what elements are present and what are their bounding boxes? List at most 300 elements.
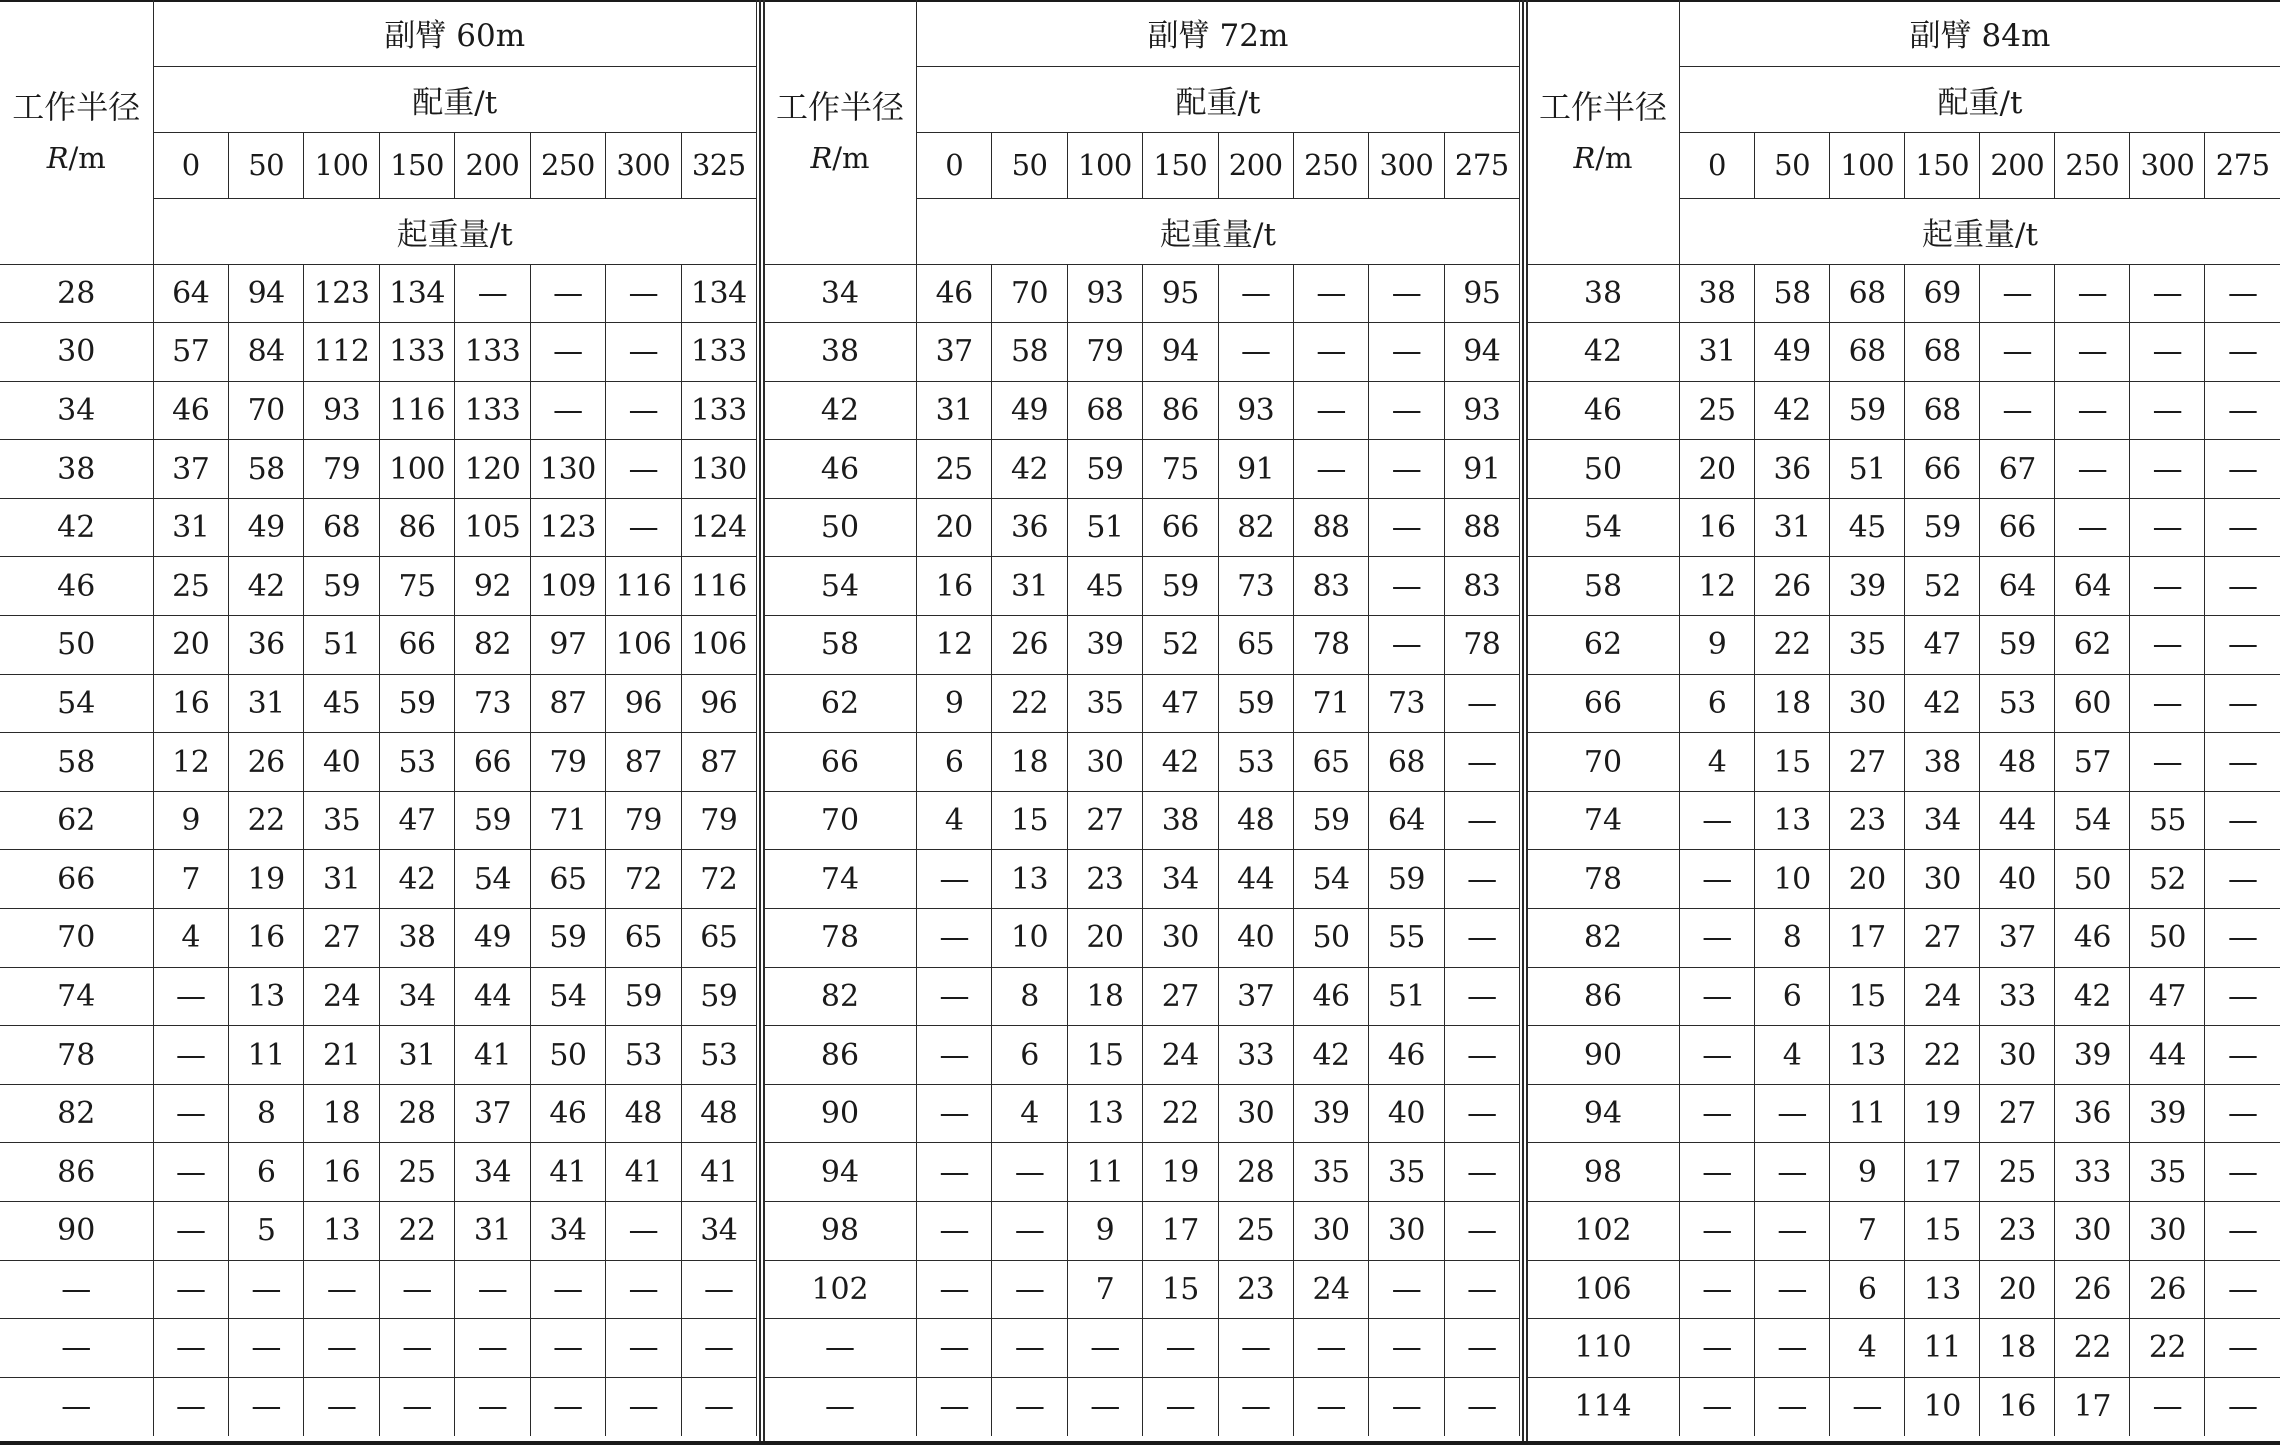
capacity-cell: 75 [379, 557, 454, 616]
table-row [764, 1260, 1520, 1319]
radius-cell: 94 [764, 1143, 917, 1202]
capacity-cell: — [153, 1202, 228, 1261]
table-row [0, 323, 757, 382]
table-row [0, 381, 757, 440]
capacity-cell: 23 [1067, 850, 1142, 909]
capacity-cell: 6 [228, 1143, 303, 1202]
capacity-cell: 133 [455, 381, 530, 440]
radius-cell: 66 [764, 733, 917, 792]
radius-cell: 86 [764, 1026, 917, 1085]
capacity-cell: 12 [917, 616, 992, 675]
capacity-cell: 13 [1755, 791, 1830, 850]
table-row [0, 909, 757, 968]
capacity-cell: — [2205, 616, 2280, 675]
capacity-cell: — [1293, 1377, 1368, 1436]
capacity-cell: 57 [153, 323, 228, 382]
radius-cell: 34 [0, 381, 153, 440]
radius-symbol: R [810, 141, 833, 176]
capacity-cell: 59 [1830, 381, 1905, 440]
capacity-cell: 26 [992, 616, 1067, 675]
counterweight-value: 300 [606, 132, 681, 198]
capacity-cell: 31 [917, 381, 992, 440]
table-body [0, 264, 757, 1436]
capacity-cell: 55 [1369, 909, 1444, 968]
capacity-cell: 33 [2055, 1143, 2130, 1202]
capacity-cell: 54 [1293, 850, 1368, 909]
group-divider [1522, 0, 1524, 1445]
capacity-cell: 48 [1980, 733, 2055, 792]
capacity-cell: 39 [1067, 616, 1142, 675]
capacity-cell: 10 [1905, 1377, 1980, 1436]
capacity-cell: 133 [379, 323, 454, 382]
table-row [764, 967, 1520, 1026]
radius-cell: 50 [1527, 440, 1680, 499]
radius-cell: 30 [0, 323, 153, 382]
capacity-cell: 10 [992, 909, 1067, 968]
capacity-cell: 59 [1218, 674, 1293, 733]
capacity-cell: — [1067, 1319, 1142, 1378]
table-row [1527, 674, 2280, 733]
capacity-cell: 20 [1067, 909, 1142, 968]
capacity-cell: — [606, 1319, 681, 1378]
capacity-cell: — [606, 440, 681, 499]
capacity-cell: 8 [992, 967, 1067, 1026]
table-row [764, 1143, 1520, 1202]
capacity-cell: — [1293, 381, 1368, 440]
capacity-cell: — [1755, 1377, 1830, 1436]
capacity-cell: 59 [455, 791, 530, 850]
capacity-cell: — [917, 1377, 992, 1436]
capacity-cell: 44 [1218, 850, 1293, 909]
table-row [1527, 440, 2280, 499]
capacity-cell: — [2130, 264, 2205, 323]
boom-length-header: 副臂 84m [1680, 0, 2280, 66]
table-row [1527, 1260, 2280, 1319]
working-radius-unit [0, 134, 153, 183]
capacity-cell: 30 [1218, 1084, 1293, 1143]
capacity-cell: 66 [1143, 498, 1218, 557]
capacity-cell: — [992, 1202, 1067, 1261]
capacity-cell: 22 [2130, 1319, 2205, 1378]
radius-cell: 114 [1527, 1377, 1680, 1436]
radius-cell: 102 [1527, 1202, 1680, 1261]
capacity-cell: — [1143, 1377, 1218, 1436]
radius-cell: 78 [764, 909, 917, 968]
capacity-cell: 27 [1830, 733, 1905, 792]
capacity-cell: 78 [1293, 616, 1368, 675]
capacity-cell: — [1680, 1377, 1755, 1436]
capacity-cell: — [379, 1319, 454, 1378]
capacity-cell: 58 [992, 323, 1067, 382]
capacity-cell: 124 [681, 498, 756, 557]
capacity-cell: 47 [2130, 967, 2205, 1026]
capacity-cell: 94 [1444, 323, 1519, 382]
capacity-cell: 4 [1830, 1319, 1905, 1378]
capacity-cell: 73 [1369, 674, 1444, 733]
capacity-cell: 46 [1369, 1026, 1444, 1085]
working-radius-unit [764, 134, 916, 183]
capacity-cell: 12 [153, 733, 228, 792]
radius-cell: 38 [1527, 264, 1680, 323]
capacity-cell: 60 [2055, 674, 2130, 733]
capacity-cell: 31 [228, 674, 303, 733]
capacity-cell: — [2205, 733, 2280, 792]
capacity-header: 起重量/t [153, 198, 757, 264]
capacity-cell: — [681, 1260, 756, 1319]
capacity-cell: 37 [455, 1084, 530, 1143]
radius-cell: 98 [764, 1202, 917, 1261]
radius-cell: 62 [1527, 616, 1680, 675]
capacity-cell: 39 [2130, 1084, 2205, 1143]
capacity-cell: 15 [1067, 1026, 1142, 1085]
capacity-cell: 42 [379, 850, 454, 909]
capacity-cell: — [917, 1202, 992, 1261]
table-row [1527, 1377, 2280, 1436]
capacity-cell: 86 [379, 498, 454, 557]
capacity-cell: — [1444, 1260, 1519, 1319]
capacity-cell: 22 [992, 674, 1067, 733]
counterweight-value: 250 [2055, 132, 2130, 198]
capacity-cell: — [1980, 381, 2055, 440]
capacity-cell: 64 [2055, 557, 2130, 616]
counterweight-value: 0 [1680, 132, 1755, 198]
capacity-cell: 106 [681, 616, 756, 675]
table-row [1527, 1084, 2280, 1143]
counterweight-value: 200 [1218, 132, 1293, 198]
capacity-cell: — [1369, 323, 1444, 382]
capacity-cell: 46 [917, 264, 992, 323]
capacity-cell: 59 [1980, 616, 2055, 675]
capacity-cell: 13 [304, 1202, 379, 1261]
capacity-cell: 59 [1905, 498, 1980, 557]
capacity-cell: 27 [1143, 967, 1218, 1026]
capacity-cell: 20 [917, 498, 992, 557]
capacity-cell: — [1444, 1319, 1519, 1378]
capacity-cell: 28 [379, 1084, 454, 1143]
counterweight-value: 50 [1755, 132, 1830, 198]
capacity-cell: 36 [228, 616, 303, 675]
counterweight-value: 300 [2130, 132, 2205, 198]
working-radius-header [764, 0, 917, 264]
capacity-cell: — [2205, 1026, 2280, 1085]
table-row [1527, 264, 2280, 323]
capacity-cell: 28 [1218, 1143, 1293, 1202]
capacity-cell: — [2130, 557, 2205, 616]
capacity-cell: 25 [153, 557, 228, 616]
capacity-cell: 34 [455, 1143, 530, 1202]
capacity-cell: — [1293, 323, 1368, 382]
table-row [0, 616, 757, 675]
capacity-cell: 20 [153, 616, 228, 675]
capacity-cell: 17 [2055, 1377, 2130, 1436]
capacity-cell: 96 [681, 674, 756, 733]
capacity-cell: 44 [2130, 1026, 2205, 1085]
capacity-cell: — [917, 850, 992, 909]
capacity-cell: 24 [304, 967, 379, 1026]
capacity-cell: 134 [379, 264, 454, 323]
radius-unit-suffix: /m [832, 141, 870, 176]
capacity-cell: 71 [1293, 674, 1368, 733]
table-row [764, 1084, 1520, 1143]
capacity-cell: 88 [1293, 498, 1368, 557]
capacity-cell: — [1067, 1377, 1142, 1436]
capacity-cell: 7 [1830, 1202, 1905, 1261]
capacity-cell: — [606, 323, 681, 382]
counterweight-value: 150 [1905, 132, 1980, 198]
capacity-cell: 25 [1218, 1202, 1293, 1261]
counterweight-value: 300 [1369, 132, 1444, 198]
capacity-cell: 83 [1293, 557, 1368, 616]
capacity-cell: 51 [1369, 967, 1444, 1026]
radius-cell: 42 [0, 498, 153, 557]
capacity-cell: 42 [1755, 381, 1830, 440]
radius-cell: 102 [764, 1260, 917, 1319]
working-radius-header [1527, 0, 1680, 264]
table-group-boom-72 [763, 0, 1520, 1436]
radius-cell: 74 [0, 967, 153, 1026]
capacity-cell: 44 [455, 967, 530, 1026]
capacity-cell: 20 [1980, 1260, 2055, 1319]
radius-cell: 58 [764, 616, 917, 675]
capacity-cell: — [1293, 264, 1368, 323]
capacity-cell: — [1369, 616, 1444, 675]
capacity-cell: 66 [1980, 498, 2055, 557]
capacity-header: 起重量/t [917, 198, 1520, 264]
capacity-cell: 31 [1680, 323, 1755, 382]
table-row [1527, 733, 2280, 792]
radius-cell: 90 [1527, 1026, 1680, 1085]
capacity-cell: 88 [1444, 498, 1519, 557]
radius-cell: 70 [1527, 733, 1680, 792]
capacity-cell: 40 [1980, 850, 2055, 909]
capacity-cell: 106 [606, 616, 681, 675]
capacity-cell: 22 [1905, 1026, 1980, 1085]
capacity-cell: 87 [681, 733, 756, 792]
capacity-cell: 50 [530, 1026, 605, 1085]
capacity-cell: — [1755, 1084, 1830, 1143]
capacity-cell: 6 [992, 1026, 1067, 1085]
capacity-cell: 49 [992, 381, 1067, 440]
working-radius-label: 工作半径 [775, 87, 904, 126]
capacity-cell: — [1444, 909, 1519, 968]
radius-cell: — [0, 1260, 153, 1319]
capacity-cell: 4 [992, 1084, 1067, 1143]
capacity-cell: 4 [917, 791, 992, 850]
working-radius-unit [1527, 134, 1679, 183]
capacity-cell: — [228, 1260, 303, 1319]
capacity-cell: 95 [1444, 264, 1519, 323]
capacity-cell: 7 [1067, 1260, 1142, 1319]
capacity-cell: 41 [455, 1026, 530, 1085]
capacity-cell: — [917, 1026, 992, 1085]
capacity-cell: 68 [1830, 264, 1905, 323]
capacity-cell: — [2055, 498, 2130, 557]
capacity-cell: — [1444, 733, 1519, 792]
capacity-cell: 96 [606, 674, 681, 733]
radius-cell: 58 [1527, 557, 1680, 616]
capacity-cell: 40 [304, 733, 379, 792]
table-header [0, 0, 757, 264]
capacity-cell: 86 [1143, 381, 1218, 440]
capacity-cell: 59 [530, 909, 605, 968]
capacity-cell: 34 [681, 1202, 756, 1261]
radius-cell: 34 [764, 264, 917, 323]
table-row [1527, 1143, 2280, 1202]
counterweight-header: 配重/t [1680, 66, 2280, 132]
capacity-cell: 34 [1905, 791, 1980, 850]
capacity-cell: 133 [681, 381, 756, 440]
capacity-cell: 59 [1143, 557, 1218, 616]
capacity-cell: 11 [1830, 1084, 1905, 1143]
capacity-cell: 82 [1218, 498, 1293, 557]
radius-cell: 42 [1527, 323, 1680, 382]
capacity-cell: 9 [1067, 1202, 1142, 1261]
capacity-cell: 22 [228, 791, 303, 850]
capacity-cell: 38 [1905, 733, 1980, 792]
capacity-cell: — [530, 1319, 605, 1378]
capacity-cell: — [606, 1377, 681, 1436]
table-row [764, 381, 1520, 440]
radius-cell: 54 [764, 557, 917, 616]
capacity-cell: — [1444, 1202, 1519, 1261]
capacity-cell: 36 [2055, 1084, 2130, 1143]
capacity-cell: 68 [1905, 381, 1980, 440]
capacity-cell: 27 [1980, 1084, 2055, 1143]
table-row [1527, 850, 2280, 909]
capacity-cell: 48 [606, 1084, 681, 1143]
capacity-cell: 8 [228, 1084, 303, 1143]
capacity-cell: 30 [1293, 1202, 1368, 1261]
capacity-cell: 91 [1444, 440, 1519, 499]
radius-cell: — [764, 1377, 917, 1436]
capacity-cell: — [2205, 264, 2280, 323]
working-radius-label: 工作半径 [1538, 87, 1667, 126]
counterweight-value: 100 [1067, 132, 1142, 198]
radius-cell: 54 [0, 674, 153, 733]
capacity-cell: 123 [530, 498, 605, 557]
capacity-cell: — [1680, 1202, 1755, 1261]
radius-cell: 70 [764, 791, 917, 850]
counterweight-value: 275 [1444, 132, 1519, 198]
capacity-cell: — [2055, 440, 2130, 499]
table-row [0, 1026, 757, 1085]
capacity-cell: — [2130, 323, 2205, 382]
table-row [1527, 791, 2280, 850]
capacity-cell: 42 [2055, 967, 2130, 1026]
capacity-cell: — [1293, 440, 1368, 499]
capacity-cell: 50 [1293, 909, 1368, 968]
radius-cell: 46 [0, 557, 153, 616]
table-row [764, 616, 1520, 675]
capacity-cell: — [917, 1260, 992, 1319]
capacity-cell: 20 [1830, 850, 1905, 909]
capacity-cell: 33 [1218, 1026, 1293, 1085]
capacity-cell: 13 [1905, 1260, 1980, 1319]
capacity-cell: — [2205, 1143, 2280, 1202]
capacity-cell: 45 [1067, 557, 1142, 616]
capacity-cell: 59 [681, 967, 756, 1026]
capacity-cell: 72 [681, 850, 756, 909]
capacity-cell: 70 [228, 381, 303, 440]
capacity-cell: 130 [530, 440, 605, 499]
capacity-cell: 25 [1680, 381, 1755, 440]
counterweight-value: 50 [992, 132, 1067, 198]
table-row [0, 1260, 757, 1319]
capacity-cell: — [1755, 1143, 1830, 1202]
radius-cell: 90 [764, 1084, 917, 1143]
table-row [1527, 498, 2280, 557]
capacity-cell: — [2205, 1319, 2280, 1378]
capacity-cell: — [917, 909, 992, 968]
working-radius-label: 工作半径 [12, 87, 141, 126]
radius-cell: 82 [764, 967, 917, 1026]
table-row [0, 850, 757, 909]
capacity-cell: 15 [1143, 1260, 1218, 1319]
capacity-cell: 22 [1143, 1084, 1218, 1143]
capacity-cell: 68 [1905, 323, 1980, 382]
capacity-cell: — [455, 264, 530, 323]
table-row [0, 498, 757, 557]
capacity-cell: — [1680, 967, 1755, 1026]
capacity-cell: 21 [304, 1026, 379, 1085]
radius-symbol: R [46, 141, 69, 176]
radius-cell: 90 [0, 1202, 153, 1261]
capacity-cell: 46 [153, 381, 228, 440]
capacity-cell: 52 [2130, 850, 2205, 909]
capacity-cell: 19 [228, 850, 303, 909]
capacity-cell: 25 [379, 1143, 454, 1202]
capacity-cell: — [2130, 381, 2205, 440]
boom-length-header: 副臂 60m [153, 0, 757, 66]
capacity-cell: 65 [606, 909, 681, 968]
capacity-cell: — [2130, 1377, 2205, 1436]
capacity-cell: 73 [1218, 557, 1293, 616]
capacity-cell: 94 [1143, 323, 1218, 382]
capacity-cell: 100 [379, 440, 454, 499]
capacity-cell: 84 [228, 323, 303, 382]
capacity-cell: 37 [153, 440, 228, 499]
table-row [764, 323, 1520, 382]
capacity-cell: 42 [1143, 733, 1218, 792]
radius-cell: 50 [764, 498, 917, 557]
capacity-cell: 24 [1293, 1260, 1368, 1319]
capacity-cell: — [1680, 1084, 1755, 1143]
capacity-cell: — [1444, 850, 1519, 909]
counterweight-header: 配重/t [917, 66, 1520, 132]
table-row [1527, 557, 2280, 616]
capacity-cell: 30 [1905, 850, 1980, 909]
load-table [1526, 0, 2280, 1436]
capacity-cell: 23 [1218, 1260, 1293, 1319]
table-body [764, 264, 1520, 1436]
capacity-cell: — [2205, 1260, 2280, 1319]
capacity-cell: 30 [1067, 733, 1142, 792]
capacity-cell: 27 [1067, 791, 1142, 850]
table-row [0, 264, 757, 323]
capacity-cell: — [917, 1143, 992, 1202]
capacity-cell: 59 [1067, 440, 1142, 499]
capacity-cell: 9 [153, 791, 228, 850]
capacity-cell: — [2205, 967, 2280, 1026]
capacity-cell: 27 [304, 909, 379, 968]
capacity-cell: 68 [1830, 323, 1905, 382]
radius-cell: 46 [764, 440, 917, 499]
capacity-cell: 13 [1067, 1084, 1142, 1143]
capacity-cell: — [992, 1319, 1067, 1378]
capacity-cell: — [1680, 1143, 1755, 1202]
capacity-cell: 65 [1293, 733, 1368, 792]
capacity-cell: — [992, 1377, 1067, 1436]
